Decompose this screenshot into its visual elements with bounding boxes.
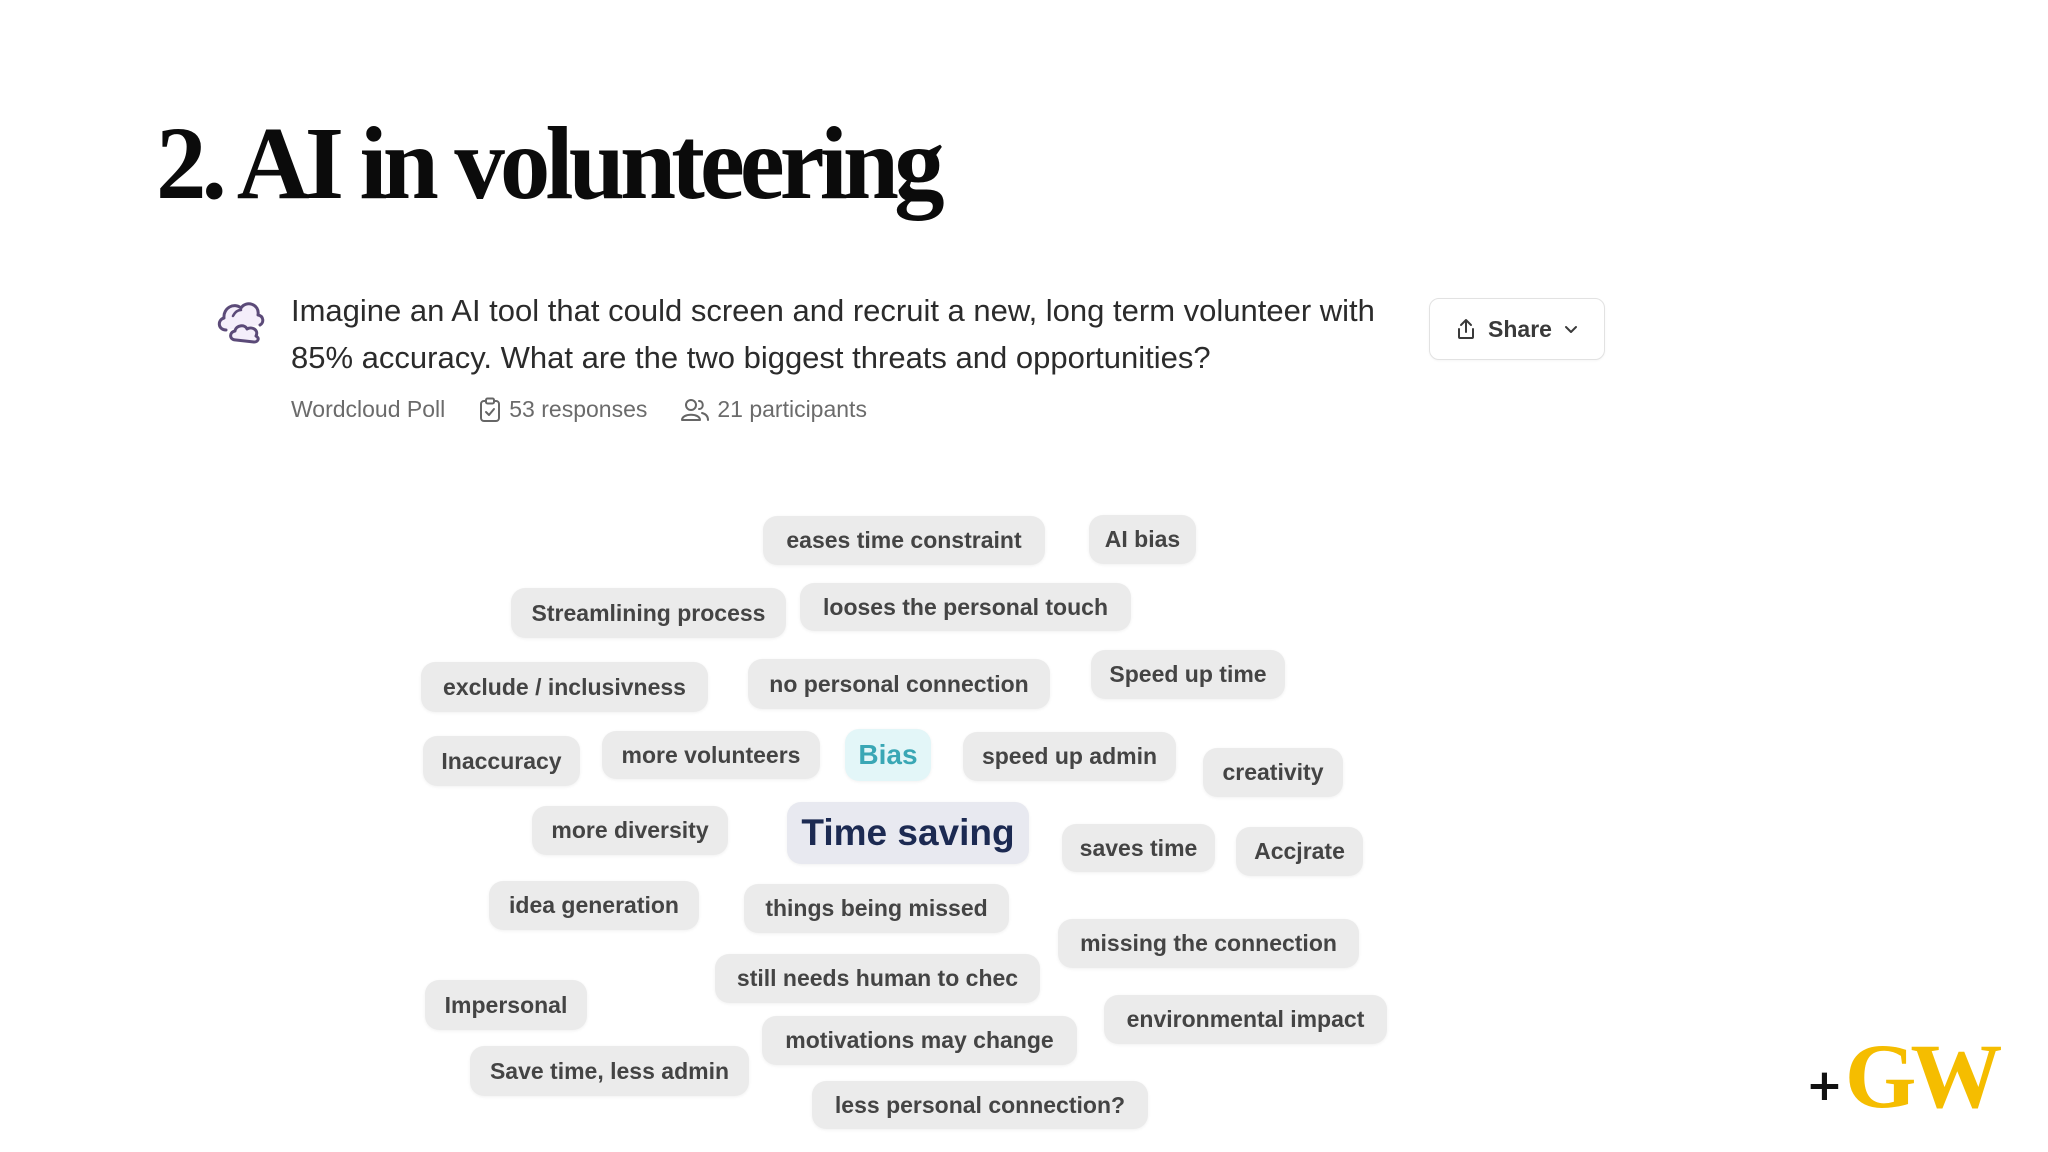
responses-count: 53 responses (479, 396, 647, 423)
word-pill[interactable]: Streamlining process (511, 588, 786, 638)
word-pill[interactable]: eases time constraint (763, 516, 1045, 565)
word-pill[interactable]: less personal connection? (812, 1081, 1148, 1129)
word-pill[interactable]: missing the connection (1058, 919, 1359, 968)
clipboard-check-icon (479, 397, 501, 423)
logo-plus: + (1806, 1060, 1843, 1111)
word-pill[interactable]: Inaccuracy (423, 736, 580, 786)
word-pill[interactable]: more diversity (532, 806, 728, 855)
chevron-down-icon (1562, 320, 1580, 338)
word-pill[interactable]: things being missed (744, 884, 1009, 933)
word-pill[interactable]: looses the personal touch (800, 583, 1131, 631)
brand-logo (1806, 1025, 1997, 1127)
word-pill[interactable]: Speed up time (1091, 650, 1285, 699)
word-pill-accent[interactable]: Bias (845, 729, 931, 781)
word-pill[interactable]: Accjrate (1236, 827, 1363, 876)
word-pill[interactable]: creativity (1203, 748, 1343, 797)
word-pill[interactable]: motivations may change (762, 1016, 1077, 1065)
word-pill[interactable]: no personal connection (748, 659, 1050, 709)
cloud-icon (214, 296, 270, 346)
share-label: Share (1488, 315, 1552, 342)
word-pill[interactable]: AI bias (1089, 515, 1196, 564)
poll-question: Imagine an AI tool that could screen and recruit a new, long term volunteer with 85% accuracy. What are the two biggest threats and opportunities? (291, 293, 1375, 375)
poll-type: Wordcloud Poll (291, 396, 446, 422)
word-pill[interactable]: Impersonal (425, 980, 587, 1030)
word-pill[interactable]: exclude / inclusivness (421, 662, 708, 712)
participants-count: 21 participants (681, 396, 867, 423)
word-pill-top[interactable]: Time saving (787, 802, 1029, 864)
share-icon (1454, 317, 1478, 341)
word-pill[interactable]: still needs human to chec (715, 954, 1040, 1003)
word-pill[interactable]: Save time, less admin (470, 1046, 749, 1096)
poll-meta (291, 396, 901, 423)
word-pill[interactable]: idea generation (489, 881, 699, 930)
word-pill[interactable]: more volunteers (602, 731, 820, 779)
word-pill[interactable]: speed up admin (963, 732, 1176, 781)
share-button[interactable] (1429, 298, 1605, 360)
users-icon (681, 398, 709, 422)
word-pill[interactable]: environmental impact (1104, 995, 1387, 1044)
logo-text: GW (1844, 1025, 1997, 1127)
word-pill[interactable]: saves time (1062, 824, 1215, 872)
slide-title: 2. AI in volunteering (156, 106, 940, 221)
